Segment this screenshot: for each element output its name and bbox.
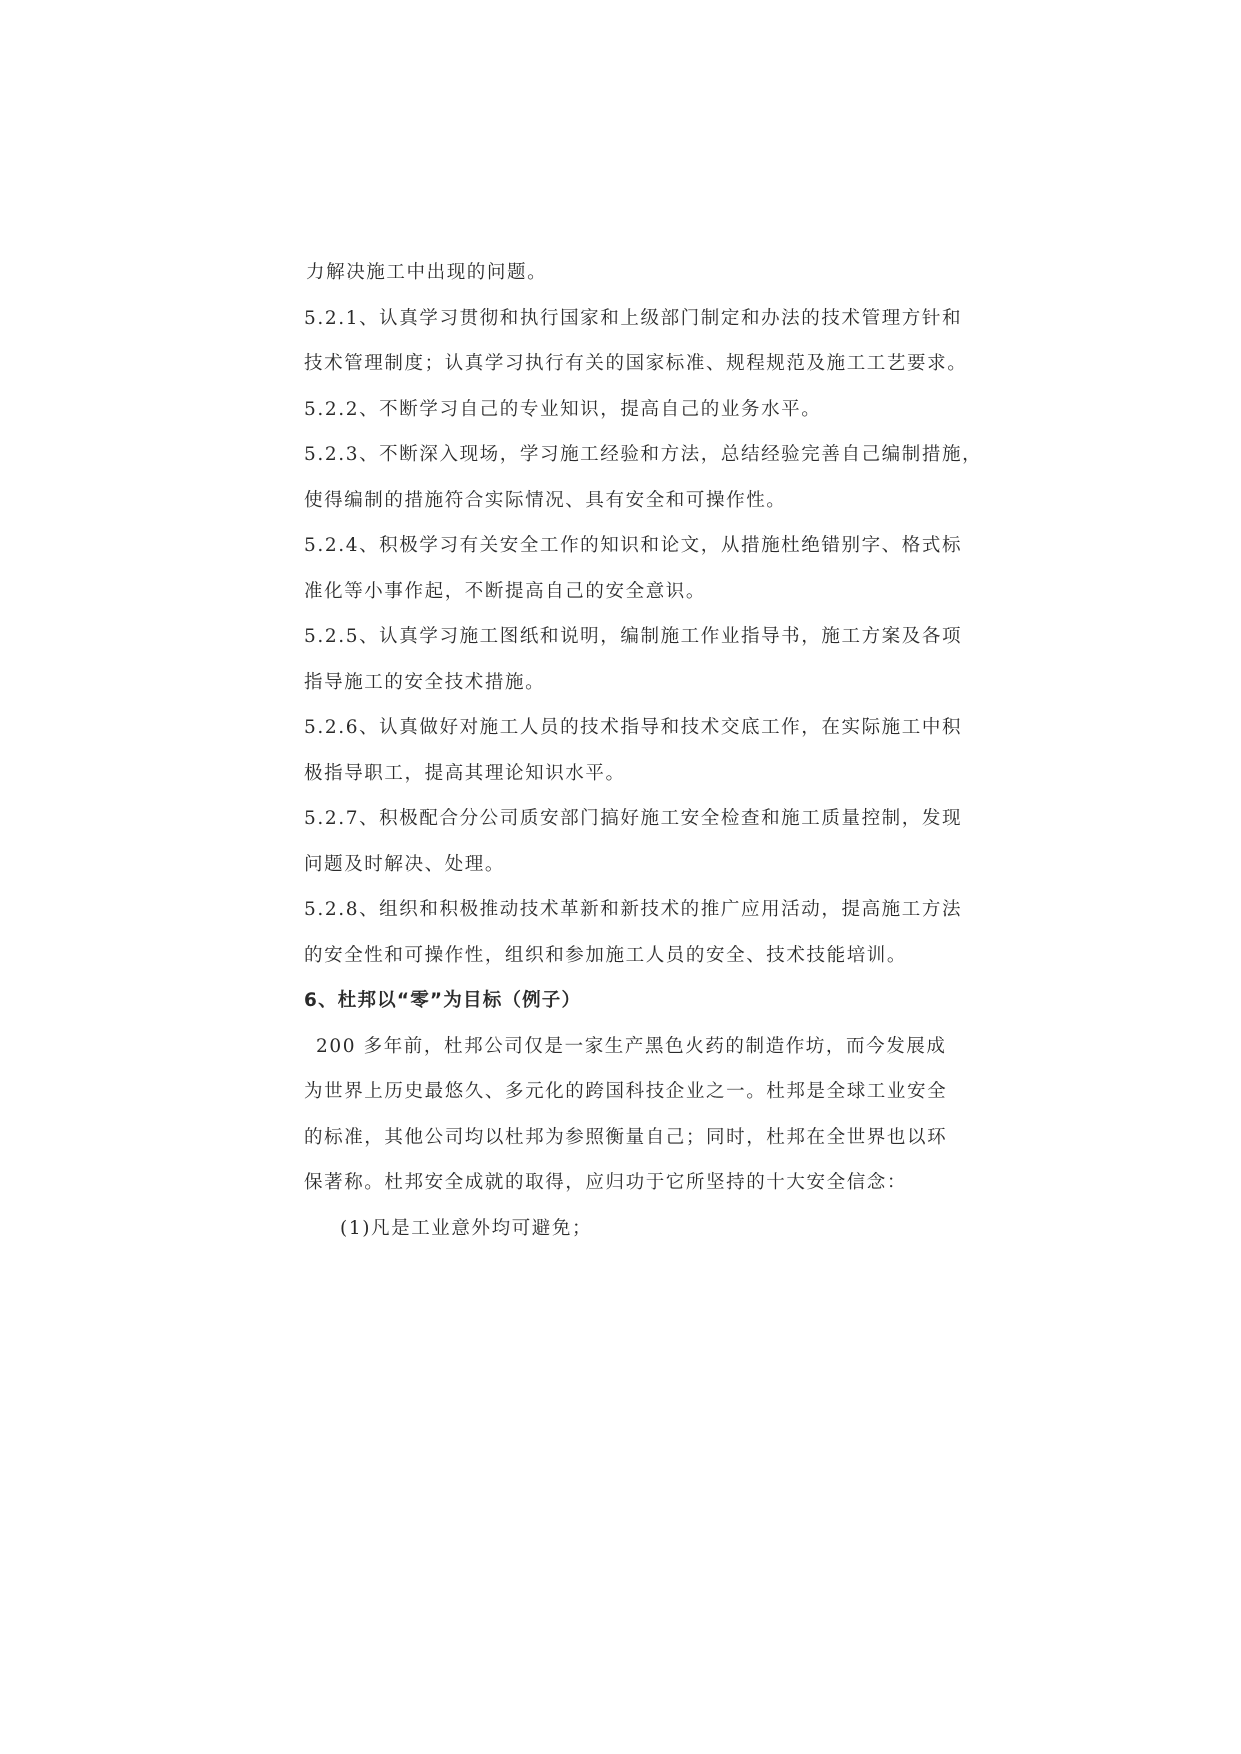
text-line-5-2-4: 5.2.4、积极学习有关安全工作的知识和论文，从措施杜绝错别字、格式标 bbox=[304, 535, 963, 556]
section-heading: 6、杜邦以“零”为目标（例子） bbox=[304, 990, 582, 1011]
text-line-5-2-6: 5.2.6、认真做好对施工人员的技术指导和技术交底工作，在实际施工中积 bbox=[304, 717, 963, 738]
text-line: 问题及时解决、处理。 bbox=[304, 853, 506, 875]
text-line: 使得编制的措施符合实际情况、具有安全和可操作性。 bbox=[304, 489, 787, 511]
text-line: 的安全性和可操作性，组织和参加施工人员的安全、技术技能培训。 bbox=[304, 944, 908, 966]
text-line: 力解决施工中出现的问题。 bbox=[306, 262, 548, 283]
paragraph-line: 为世界上历史最悠久、多元化的跨国科技企业之一。杜邦是全球工业安全 bbox=[304, 1081, 948, 1102]
text-line: 准化等小事作起，不断提高自己的安全意识。 bbox=[304, 580, 707, 602]
text-line: 极指导职工，提高其理论知识水平。 bbox=[304, 762, 626, 784]
text-line-5-2-3: 5.2.3、不断深入现场，学习施工经验和方法，总结经验完善自己编制措施， bbox=[304, 444, 983, 465]
text-line: 技术管理制度；认真学习执行有关的国家标准、规程规范及施工工艺要求。 bbox=[304, 353, 968, 374]
paragraph-line: 200 多年前，杜邦公司仅是一家生产黑色火药的制造作坊，而今发展成 bbox=[316, 1035, 947, 1057]
text-line-5-2-2: 5.2.2、不断学习自己的专业知识，提高自己的业务水平。 bbox=[304, 398, 822, 420]
list-item: (1)凡是工业意外均可避免； bbox=[340, 1217, 593, 1239]
text-line-5-2-7: 5.2.7、积极配合分公司质安部门搞好施工安全检查和施工质量控制，发现 bbox=[304, 808, 963, 829]
document-body bbox=[304, 258, 983, 1259]
text-line-5-2-8: 5.2.8、组织和积极推动技术革新和新技术的推广应用活动，提高施工方法 bbox=[304, 899, 963, 920]
paragraph-line: 保著称。杜邦安全成就的取得，应归功于它所坚持的十大安全信念： bbox=[304, 1172, 908, 1193]
paragraph-line: 的标准，其他公司均以杜邦为参照衡量自己；同时，杜邦在全世界也以环 bbox=[304, 1126, 948, 1148]
text-line: 指导施工的安全技术措施。 bbox=[304, 671, 546, 693]
text-line-5-2-1: 5.2.1、认真学习贯彻和执行国家和上级部门制定和办法的技术管理方针和 bbox=[304, 307, 963, 329]
text-line-5-2-5: 5.2.5、认真学习施工图纸和说明，编制施工作业指导书，施工方案及各项 bbox=[304, 626, 963, 647]
